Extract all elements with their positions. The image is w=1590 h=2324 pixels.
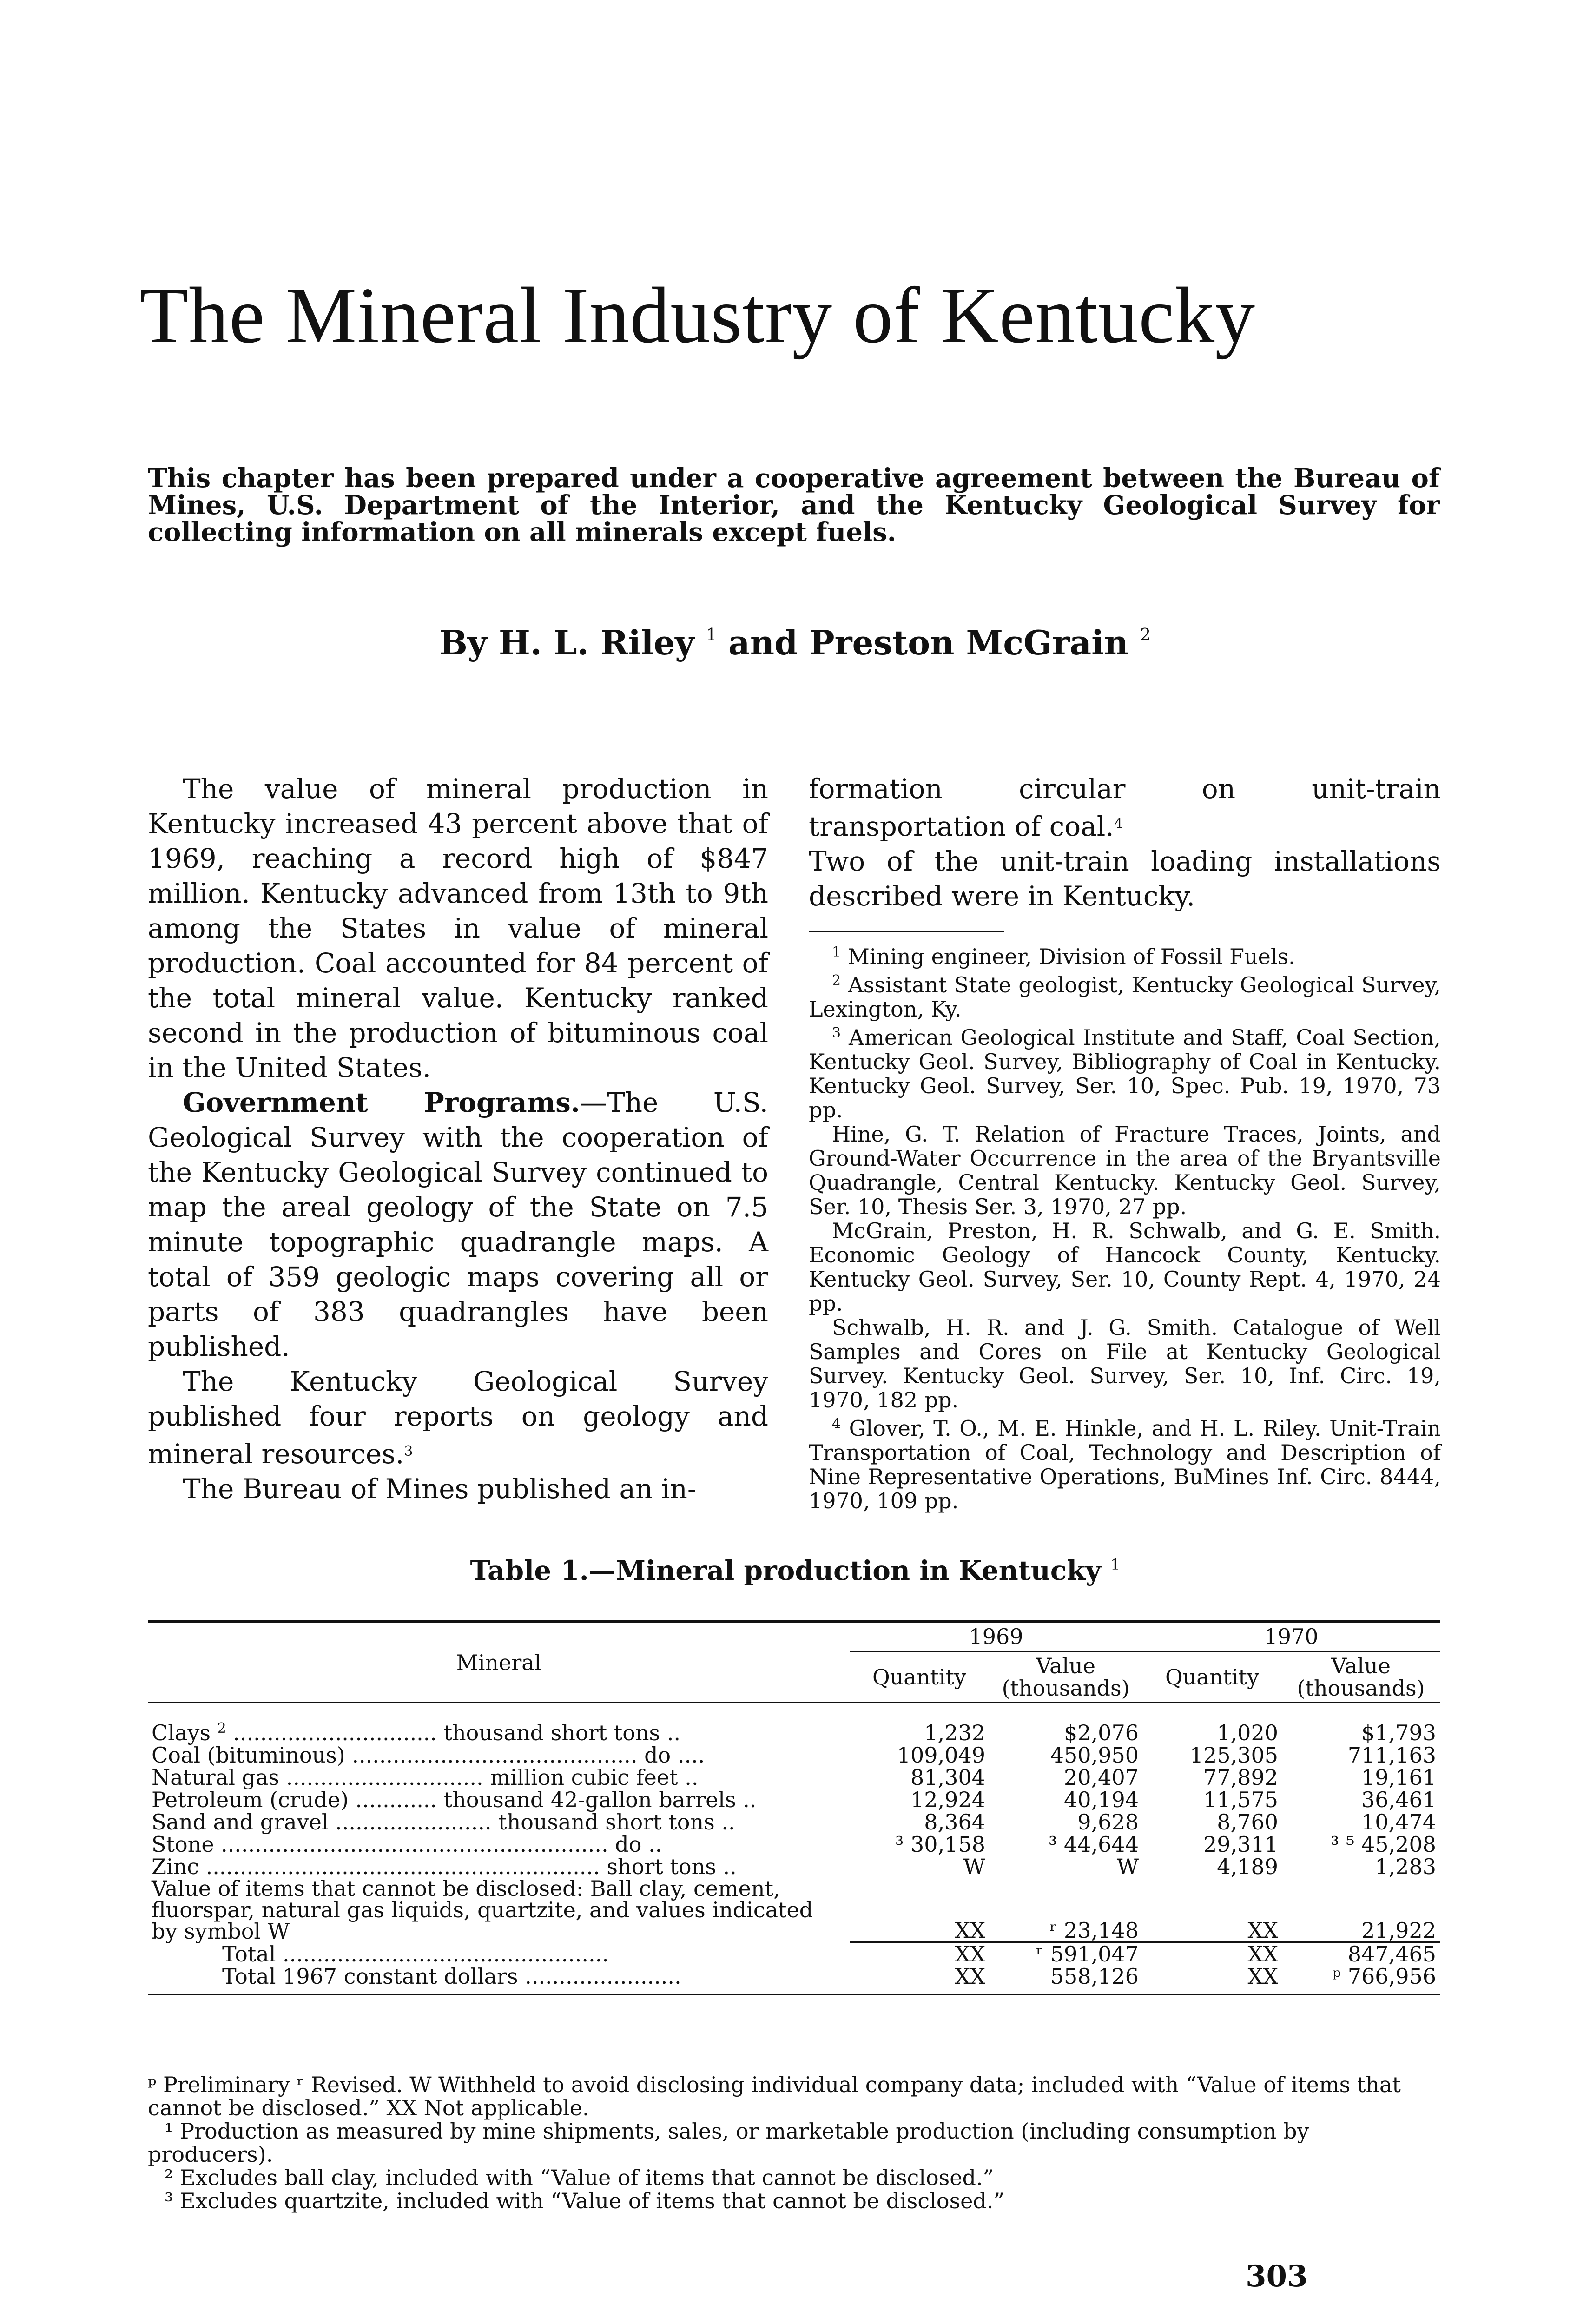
paragraph-bureau-mines-continued: formation circular on unit-train transportation of coal.$^4$ <box>809 773 1441 842</box>
column-header-quantity-1970: Quantity <box>1142 1651 1282 1703</box>
table-row: Natural gas ............................. million cubic feet .. 81,304 20,407 77,892 19,161 <box>152 1765 1436 1790</box>
table-row: Clays $^2$ .............................. thousand short tons .. 1,232 $2,076 1,020 $1,793 <box>152 1720 1436 1745</box>
paragraph-bureau-mines: The Bureau of Mines published an in- <box>183 1473 697 1505</box>
byline-author-1: By H. L. Riley <box>439 623 694 662</box>
table-note-1: ¹ Production as measured by mine shipments, sales, or marketable production (including consumption by producers). <box>148 2119 1309 2167</box>
table-bottom-rule <box>148 1994 1440 1995</box>
mineral-production-table <box>148 1620 1440 1995</box>
column-header-1970: 1970 <box>1142 1623 1440 1651</box>
paragraph-survey-reports: The Kentucky Geological Survey published four reports on geology and mineral resources.$^3$ <box>148 1366 768 1470</box>
footnote-item: Hine, G. T. Relation of Fracture Traces, Joints, and Ground-Water Occurrence in the area of the Bryantsville Quadrangle, Central Kentucky. Kentucky Geol. Survey, Ser. 10, Thesis Ser. 3, 1970, 27 pp. <box>809 1122 1441 1219</box>
footnote-item: McGrain, Preston, H. R. Schwalb, and G. E. Smith. Economic Geology of Hancock County, Kentucky. Kentucky Geol. Survey, Ser. 10, County Rept. 4, 1970, 24 pp. <box>809 1218 1441 1316</box>
paragraph-government-programs: Government Programs.—The U.S. Geological Survey with the cooperation of the Kentucky Geological Survey continued to map the areal geology of the State on 7.5 minute topographic quadrangle maps. A total of 359 geologic maps covering all or parts of 383 quadrangles have been published. <box>148 1087 768 1362</box>
column-header-quantity-1969: Quantity <box>850 1651 989 1703</box>
footnote-divider <box>809 931 1004 932</box>
byline-author-2: and Preston McGrain <box>716 623 1128 662</box>
footnotes <box>809 940 1441 1513</box>
table-row-total: Total ................................................ XX ʳ 591,047 XX 847,465 <box>148 1942 1440 1965</box>
footnote-ref-3: 3 <box>404 1443 413 1459</box>
page-number: 303 <box>1246 2259 1308 2294</box>
table <box>148 1623 1440 1987</box>
table-row: Sand and gravel ....................... thousand short tons .. 8,364 9,628 8,760 10,474 <box>152 1809 1436 1835</box>
body-left-column <box>148 772 768 1506</box>
table-row-undisclosed: Value of items that cannot be disclosed: Ball clay, cement, fluorspar, natural gas liquids, quartzite, and values indicated by symbol W XX ʳ 23,148 XX 21,922 <box>152 1876 1436 1944</box>
table-note-2: ² Excludes ball clay, included with “Value of items that cannot be disclosed.” <box>165 2165 994 2190</box>
paragraph-production: The value of mineral production in Kentucky increased 43 percent above that of 1969, reaching a record high of $847 million. Kentucky advanced from 13th to 9th among the States in value of mineral production. Coal accounted for 84 percent of the total mineral value. Kentucky ranked second in the production of bituminous coal in the United States. <box>148 773 768 1083</box>
table-note-legend: ᵖ Preliminary ʳ Revised. W Withheld to avoid disclosing individual company data; included with “Value of items that cannot be disclosed.” XX Not applicable. <box>148 2072 1401 2120</box>
column-header-mineral: Mineral <box>148 1623 850 1703</box>
footnote-item: $^4$ Glover, T. O., M. E. Hinkle, and H. L. Riley. Unit-Train Transportation of Coal, Technology and Description of Nine Representative Operations, BuMines Inf. Circ. 8444, 1970, 109 pp. <box>809 1416 1441 1513</box>
footnote-item: Schwalb, H. R. and J. G. Smith. Catalogue of Well Samples and Cores on File at Kentucky Geological Survey. Kentucky Geol. Survey, Ser. 10, Inf. Circ. 19, 1970, 182 pp. <box>809 1315 1441 1413</box>
footnote-item: $^1$ Mining engineer, Division of Fossil Fuels. <box>832 944 1295 969</box>
table-note-3: ³ Excludes quartzite, included with “Value of items that cannot be disclosed.” <box>165 2188 1004 2213</box>
footnote-ref-4: 4 <box>1114 816 1123 832</box>
body-right-column <box>809 772 1441 1513</box>
column-header-value-1970: Value (thousands) <box>1282 1651 1440 1703</box>
table-row: Stone ......................................................... do .. ³ 30,158 ³ 44,644 29,311 ³ ⁵ 45,208 <box>152 1832 1436 1857</box>
table-row: Petroleum (crude) ............ thousand 42-gallon barrels .. 12,924 40,194 11,575 36,461 <box>152 1787 1436 1812</box>
column-header-value-1969: Value (thousands) <box>989 1651 1142 1703</box>
byline-footnote-2: 2 <box>1140 626 1151 645</box>
table-caption-footnote: 1 <box>1110 1556 1120 1573</box>
footnote-item: $^3$ American Geological Institute and Staff, Coal Section, Kentucky Geol. Survey, Bibliography of Coal in Kentucky. Kentucky Geol. Survey, Ser. 10, Spec. Pub. 19, 1970, 73 pp. <box>809 1025 1441 1122</box>
byline-footnote-1: 1 <box>706 626 717 645</box>
page-title: The Mineral Industry of Kentucky <box>139 271 1256 360</box>
table-notes <box>148 2073 1440 2212</box>
footnote-item: $^2$ Assistant State geologist, Kentucky Geological Survey, Lexington, Ky. <box>809 972 1441 1022</box>
table-caption: Table 1.—Mineral production in Kentucky $^1$ <box>470 1555 1120 1586</box>
table-row: Coal (bituminous) .......................................... do .... 109,049 450,950 125,305 711,163 <box>152 1743 1436 1768</box>
paragraph-unit-train: Two of the unit-train loading installations described were in Kentucky. <box>809 845 1441 912</box>
table-row-total-1967: Total 1967 constant dollars ....................... XX 558,126 XX ᵖ 766,956 <box>222 1963 1436 1989</box>
section-heading-government-programs: Government Programs. <box>183 1087 580 1118</box>
byline <box>0 623 1590 662</box>
table-row: Zinc .......................................................... short tons .. W W 4,189 1,283 <box>152 1854 1436 1879</box>
column-header-1969: 1969 <box>850 1623 1142 1651</box>
preface-note: This chapter has been prepared under a cooperative agreement between the Bureau of Mines, U.S. Department of the Interior, and the Kentucky Geological Survey for collecting information on all minerals except fuels. <box>148 463 1440 548</box>
